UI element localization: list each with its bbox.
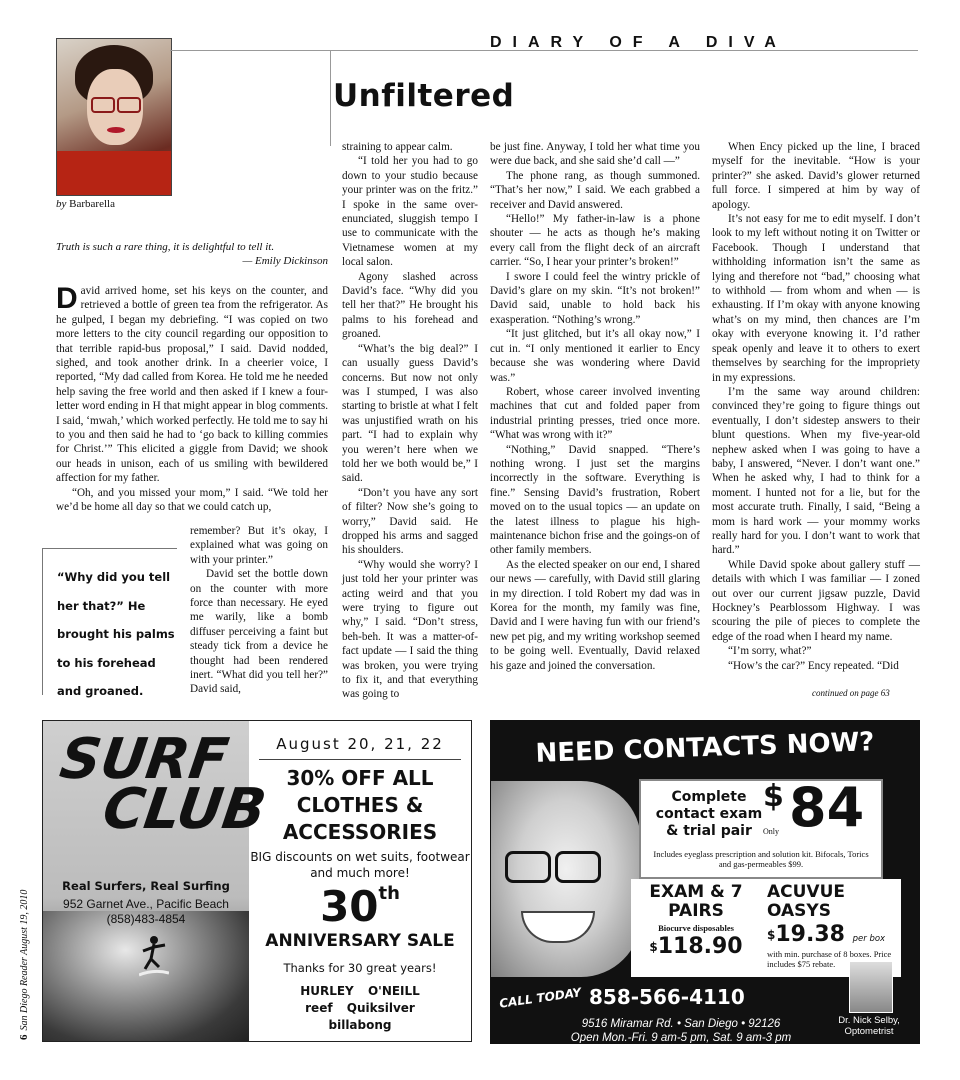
paragraph: Robert, whose career involved inventing machines that cut and folded paper from industrial printing presses, tried once more. “What was wrong with it?” [490,385,700,442]
page-folio: 6San Diego Reader August 19, 2010 [18,889,30,1040]
brand-logo: reef [305,1001,333,1015]
dollar-sign: $ [763,779,784,814]
article-column-1-lower [190,524,328,697]
thanks-text: Thanks for 30 great years! [283,961,437,975]
paragraph: “Why would she worry? I just told her your printer was acting weird and that you were trying to figure out why,” I said. “Don’t stress, beh-beh. It was a matter-of-fact update — I said the thing was broken, you were trying to fix it, and that everything was going to [342,558,478,701]
drop-cap: D [56,282,78,315]
paragraph: “Don’t you have any sort of filter? Now she’s going to worry,” David said. He dropped his arms and sagged his shoulders. [342,486,478,557]
surf-club-ad[interactable] [42,720,472,1042]
paragraph: I swore I could feel the wintry prickle of David’s glare on my skin. “It’s not broken!” David said, unable to hold back his exasperation. “Nothing’s wrong.” [490,270,700,326]
exam-includes: Includes eyeglass prescription and solution kit. Bifocals, Torics and gas-permeables $99. [653,849,869,869]
contacts-ad[interactable] [490,720,920,1044]
paragraph: I’m the same way around children: convinced they’re going to figure things out eventually, I don’t sidestep answers to their blunt questions. When my five-year-old nephew asked when I was going to have a baby, I answered, “Never. I don’t want one.” When he asked why, I had to think for a moment. I hunted not for a lie, but for the most accurate truth. Finally, I said, “Being a mom is hard work — your mommy works really hard for you. I don’t want to work that hard.” [712,385,920,557]
article-column-3 [490,140,700,673]
paragraph: “How’s the car?” Ency repeated. “Did [728,659,899,672]
exam-7-pairs: EXAM & 7 PAIRS Biocurve disposables $118.90 [649,882,743,959]
office-address: 9516 Miramar Rd. • San Diego • 92126 Open Mon.-Fri. 9 am-5 pm, Sat. 9 am-3 pm [570,1018,792,1044]
byline: by Barbarella [56,198,115,210]
paragraph: “Nothing,” David snapped. “There’s nothing wrong. I just set the margins incorrectly in the software. Everything is fine.” Sensing David’s frustration, Robert moved on to the usual topics — an update on the latest illness to plague his high-maintenance bichon frise and the goings-on of other family members. [490,443,700,557]
pull-quote [42,548,177,698]
header-rule-vertical [330,50,331,146]
exam-price: 84 [789,776,865,839]
article-title: Unfiltered [333,78,515,114]
epigraph [56,240,328,268]
paragraph: When Ency picked up the line, I braced myself for the inevitable. “How is your printer?” she asked. David’s glower returned full force. I simpered at him by way of apology. [712,141,920,211]
paragraph: straining to appear calm. [342,141,453,153]
continued-note: continued on page 63 [812,688,890,698]
brand-logo: billabong [328,1018,392,1032]
doctor-photo [849,961,893,1013]
only-label: Only [763,827,779,836]
sale-details: BIG discounts on wet suits, footwear and much more! [250,850,470,880]
pull-quote-text: “Why did you tell her that?” He brought his palms to his forehead and groaned. [57,570,175,698]
call-today: CALL TODAY [498,985,583,1011]
anniversary-number: 30th [320,882,400,931]
paragraph: be just fine. Anyway, I told her what time you were due back, and she said she’d call —” [490,141,700,168]
exam-offer [639,776,883,879]
article-column-2 [342,140,478,702]
article-column-1 [56,284,328,515]
paragraph: The phone rang, as though summoned. “That’s her now,” I said. We each grabbed a receiver and David answered. [490,169,700,211]
paragraph: avid arrived home, set his keys on the counter, and retrieved a bottle of green tea from the refrigerator. As he gulped, I began my debriefing. “I was copied on two more letters to the city council regarding our opposition to that terrible rapid-bus proposal,” I said. David nodded, sighed, and took another drink. In a cheerier voice, I reported, “My dad called from Korea. He told me he needed help saving the free world and then asked if I knew a four-letter word ending in H that might appear in blog comments. I said, ‘mwah,’ which worked perfectly. He told me to say hi to you and then said he had to ‘go back to killing commies for Christ.’” This elicited a giggle from David; we shook our heads in unison, each of us smiling with bewildered affection for my father. [56,285,328,485]
paragraph: As the elected speaker on our end, I shared our news — carefully, with David still glaring in my direction. I told Robert my dad was in Korea for the month, my family was fine, David and I were having fun with our friend’s new pet pig, and my writing workshop seemed to be going well. Eventually, David relaxed his gaze and joined the conversation. [490,558,700,672]
surfer-icon [139,935,169,979]
model-photo [491,781,641,977]
paragraph: “What’s the big deal?” I can usually guess David’s concerns. But now not only was I stumped, I was also starting to bristle at what I felt was unjustified wrath on his part. “I had to explain why you weren’t here when we told her we both would be,” I said. [342,342,478,485]
exam-offer-text: Complete contact exam & trial pair [655,789,763,839]
paragraph: “Hello!” My father-in-law is a phone shouter — he acts as though he’s making every call from the flight deck of an aircraft carrier. “So, I hear your printer’s broken!” [490,213,700,269]
doctor-name: Dr. Nick Selby, Optometrist [838,1015,900,1037]
section-title: DIARY OF A DIVA [490,34,787,51]
article-column-4 [712,140,920,673]
brand-logo: HURLEY [300,984,354,998]
epigraph-author: — Emily Dickinson [242,255,328,267]
surf-photo [43,721,270,1041]
phone-number[interactable]: 858-566-4110 [589,985,745,1009]
sale-discount: 30% OFF ALL CLOTHES & ACCESSORIES [282,766,438,844]
paragraph: It’s not easy for me to edit myself. I don’t look to my left without noting it on Twitter or Facebook. Though I understand that withholding information isn’t the same as lying and therefore not “bad,” choosing what to withhold — from whom and when — is exhausting. If I’m okay with anyone knowing what’s on my mind, then chances are I’m okay with everyone knowing it. I’d rather speak openly and leave it to others to exert themselves by searching for the impropriety in my expressions. [712,213,920,384]
epigraph-text: Truth is such a rare thing, it is delightful to tell it. [56,241,275,253]
brand-logo: O'NEILL [367,984,420,998]
paragraph: “I’m sorry, what?” [728,645,812,658]
surf-offer [249,721,471,1041]
surf-club-logo: SURF CLUB [56,727,270,842]
author-photo [56,38,172,196]
anniversary-sale: ANNIVERSARY SALE [265,931,455,951]
paragraph: While David spoke about gallery stuff — details with which I was familiar — I zoned out over our current jigsaw puzzle, David Hockney’s Pearblossom Highway. I was scouring the pile of pieces to complete the edge of the road when I heard my name. [712,558,920,643]
paragraph: “Oh, and you missed your mom,” I said. “We told her we’d be home all day so that we could catch up, [56,486,328,514]
paragraph: remember? But it’s okay, I explained what was going on with your printer.” [190,525,328,566]
contacts-headline: NEED CONTACTS NOW? [535,727,875,769]
paragraph: Agony slashed across David’s face. “Why did you tell her that?” He brought his palms to his forehead and groaned. [342,270,478,341]
surf-address: 952 Garnet Ave., Pacific Beach (858)483-4854 [63,897,229,926]
sale-dates: August 20, 21, 22 [249,735,471,753]
paragraph: “I told her you had to go down to your studio because your printer was on the fritz.” I spoke in the same over-enunciated, sluggish tempo I use to communicate with the Vietnamese women at my local salon. [342,155,478,269]
paragraph: David set the bottle down on the counter with more force than necessary. He eyed me warily, like a bomb diffuser perceiving a faint but steady tick from a device he thought had been rendered inert. “What did you tell her?” David said, [190,568,328,696]
acuvue-oasys: ACUVUE OASYS $19.38 per box with min. purchase of 8 boxes. Price includes $75 rebate. [767,882,892,969]
surf-tagline: Real Surfers, Real Surfing [62,879,230,893]
brand-logo: Quiksilver [346,1001,415,1015]
paragraph: “It just glitched, but it’s all okay now,” I cut in. “I only mentioned it earlier to Ency because she was wondering where David was.” [490,328,700,384]
brand-logos [265,983,455,1034]
